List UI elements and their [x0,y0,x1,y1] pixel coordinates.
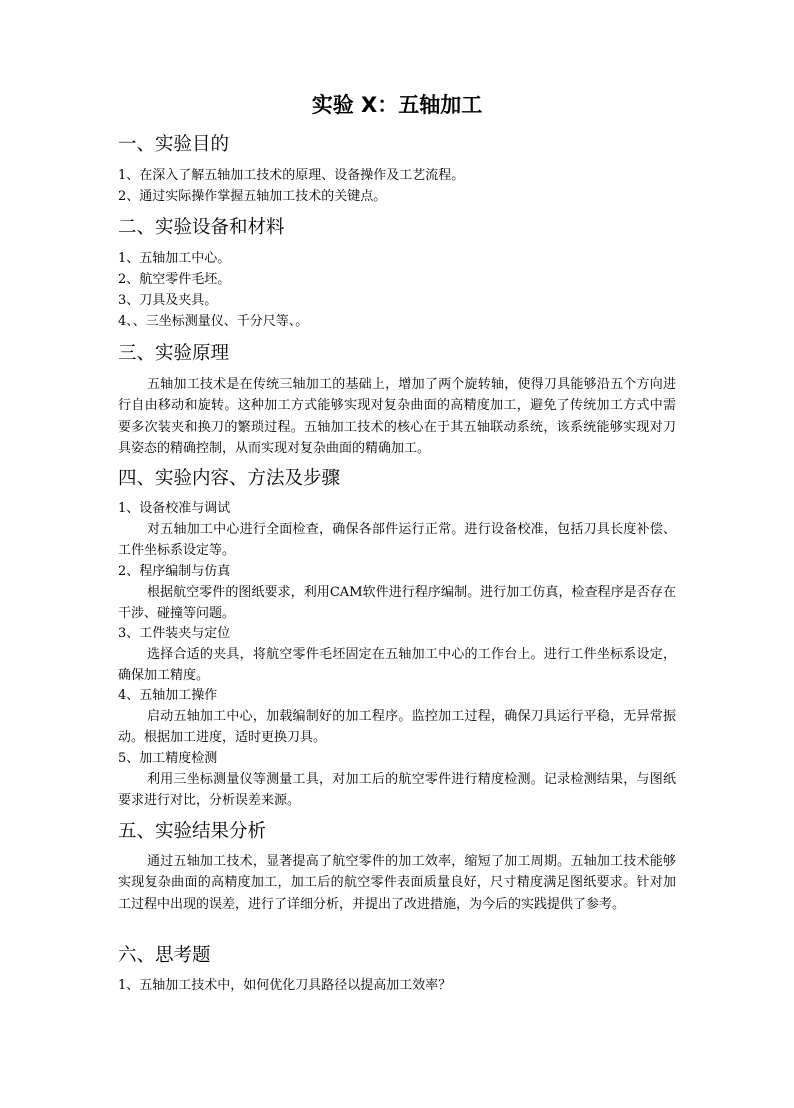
section-heading-procedure: 四、实验内容、方法及步骤 [118,468,341,489]
list-item: 2、通过实际操作掌握五轴加工技术的关键点。 [118,189,387,204]
results-paragraph: 通过五轴加工技术，显著提高了航空零件的加工效率，缩短了加工周期。五轴加工技术能够实现复杂曲面的高精度加工，加工后的航空零件表面质量良好，尺寸精度满足图纸要求。针对加工过程中出现的误差，进行了详细分析，并提出了改进措施，为今后的实践提供了参考。 [118,854,676,912]
list-item: 1、在深入了解五轴加工技术的原理、设备操作及工艺流程。 [118,168,465,183]
section-heading-questions: 六、思考题 [118,945,211,966]
step-body: 启动五轴加工中心，加载编制好的加工程序。监控加工过程，确保刀具运行平稳，无异常振动。根据加工进度，适时更换刀具。 [118,709,676,746]
list-item: 1、五轴加工技术中，如何优化刀具路径以提高加工效率？ [118,978,452,993]
step-title: 3、工件装夹与定位 [118,626,231,641]
list-item: 4、、三坐标测量仪、千分尺等、。 [118,314,309,329]
section-heading-objectives: 一、实验目的 [118,134,230,155]
step-body: 根据航空零件的图纸要求，利用CAM软件进行程序编制。进行加工仿真，检查程序是否存在干涉、碰撞等问题。 [118,585,676,622]
step-body: 利用三坐标测量仪等测量工具，对加工后的航空零件进行精度检测。记录检测结果，与图纸要求进行对比，分析误差来源。 [118,772,676,809]
document-title: 实验 X：五轴加工 [311,93,483,117]
list-item: 1、五轴加工中心。 [118,251,231,266]
list-item: 2、航空零件毛坯。 [118,272,231,287]
section-heading-results: 五、实验结果分析 [118,821,267,842]
section-heading-equipment: 二、实验设备和材料 [118,217,285,238]
principle-paragraph: 五轴加工技术是在传统三轴加工的基础上，增加了两个旋转轴，使得刀具能够沿五个方向进行自由移动和旋转。这种加工方式能够实现对复杂曲面的高精度加工，避免了传统加工方式中需要多次装夹和换刀的繁琐过程。五轴加工技术的核心在于其五轴联动系统，该系统能够实现对刀具姿态的精确控制，从而实现对复杂曲面的精确加工。 [118,377,676,456]
step-title: 1、设备校准与调试 [118,501,231,516]
step-title: 5、加工精度检测 [118,751,218,766]
list-item: 3、刀具及夹具。 [118,293,218,308]
section-heading-principle: 三、实验原理 [118,343,230,364]
step-body: 对五轴加工中心进行全面检查，确保各部件运行正常。进行设备校准，包括刀具长度补偿、工件坐标系设定等。 [118,522,676,559]
step-body: 选择合适的夹具，将航空零件毛坯固定在五轴加工中心的工作台上。进行工件坐标系设定，确保加工精度。 [118,647,676,684]
step-title: 4、五轴加工操作 [118,688,218,703]
step-title: 2、程序编制与仿真 [118,564,231,579]
